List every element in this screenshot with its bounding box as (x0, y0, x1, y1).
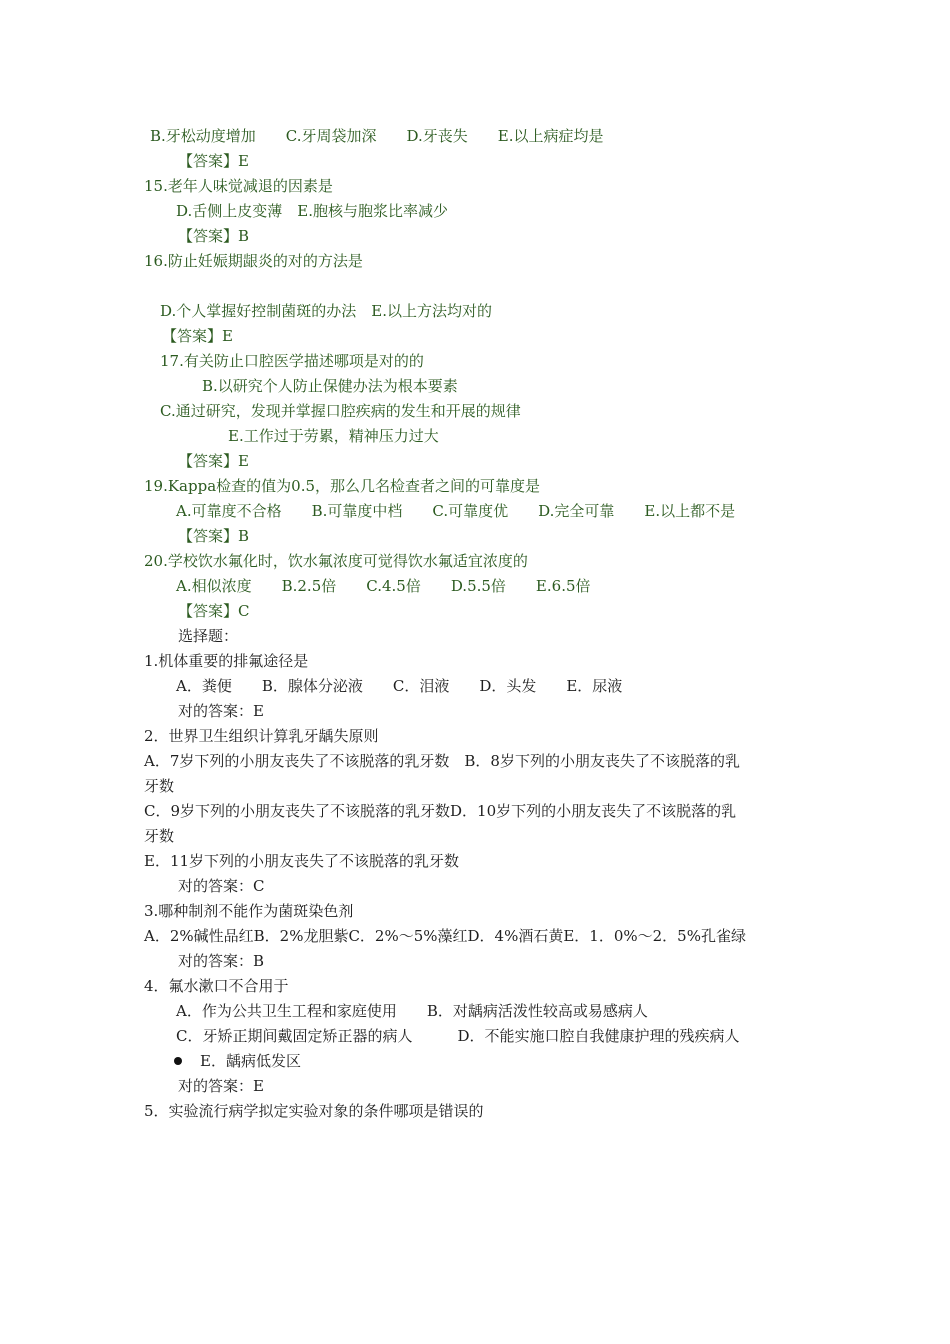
q14-options: B.牙松动度增加 C.牙周袋加深 D.牙丧失 E.以上病症均是 (150, 127, 604, 145)
s1-options: A．粪便 B．腺体分泌液 C．泪液 D．头发 E．尿液 (176, 677, 623, 695)
q14-answer: 【答案】E (178, 152, 249, 170)
q17-question: 17.有关防止口腔医学描述哪项是对的的 (160, 352, 424, 370)
q15-question: 15.老年人味觉减退的因素是 (144, 177, 333, 195)
s2-option-e: E．11岁下列的小朋友丧失了不该脱落的乳牙数 (144, 852, 460, 870)
s3-answer: 对的答案：B (178, 952, 265, 970)
section-heading: 选择题： (178, 627, 239, 645)
q19-options: A.可靠度不合格 B.可靠度中档 C.可靠度优 D.完全可靠 E.以上都不是 (176, 502, 736, 520)
q16-question: 16.防止妊娠期龈炎的对的方法是 (144, 252, 363, 270)
bullet-icon (174, 1057, 182, 1065)
s2-question: 2．世界卫生组织计算乳牙龋失原则 (144, 727, 379, 745)
s1-answer: 对的答案：E (178, 702, 264, 720)
s4-options-ab: A．作为公共卫生工程和家庭使用 B．对龋病活泼性较高或易感病人 (176, 1002, 648, 1020)
q17-option-c: C.通过研究，发现并掌握口腔疾病的发生和开展的规律 (160, 402, 521, 420)
s2-options-cd: C．9岁下列的小朋友丧失了不该脱落的乳牙数D．10岁下列的小朋友丧失了不该脱落的乳 (144, 802, 737, 820)
s3-options: A．2%碱性品红B．2%龙胆紫C．2%～5%藻红D．4%酒石黄E．1．0%～2．5%孔雀绿 (144, 927, 746, 945)
s2-options-ab: A．7岁下列的小朋友丧失了不该脱落的乳牙数 B．8岁下列的小朋友丧失了不该脱落的乳 (144, 752, 740, 770)
q20-question: 20.学校饮水氟化时，饮水氟浓度可觉得饮水氟适宜浓度的 (144, 552, 528, 570)
s2-options-ab-cont: 牙数 (144, 777, 175, 795)
s4-option-e: E．龋病低发区 (200, 1052, 301, 1070)
q17-option-b: B.以研究个人防止保健办法为根本要素 (202, 377, 458, 395)
q19-answer: 【答案】B (178, 527, 250, 545)
s4-options-cd: C．牙矫正期间戴固定矫正器的病人 D．不能实施口腔自我健康护理的残疾病人 (176, 1027, 740, 1045)
s2-answer: 对的答案：C (178, 877, 265, 895)
s4-answer: 对的答案：E (178, 1077, 264, 1095)
s4-question: 4．氟水漱口不合用于 (144, 977, 289, 995)
s5-question: 5．实验流行病学拟定实验对象的条件哪项是错误的 (144, 1102, 484, 1120)
q19-question: 19.Kappa检查的值为0.5，那么几名检查者之间的可靠度是 (144, 477, 541, 495)
q20-answer: 【答案】C (178, 602, 250, 620)
q15-options: D.舌侧上皮变薄 E.胞核与胞浆比率减少 (176, 202, 448, 220)
q17-answer: 【答案】E (178, 452, 249, 470)
q16-options: D.个人掌握好控制菌斑的办法 E.以上方法均对的 (160, 302, 492, 320)
s4-option-e-row (174, 1051, 301, 1071)
s3-question: 3.哪种制剂不能作为菌斑染色剂 (144, 902, 354, 920)
s1-question: 1.机体重要的排氟途径是 (144, 652, 309, 670)
s2-options-cd-cont: 牙数 (144, 827, 175, 845)
q17-option-e: E.工作过于劳累，精神压力过大 (228, 427, 439, 445)
q16-answer: 【答案】E (162, 327, 233, 345)
q20-options: A.相似浓度 B.2.5倍 C.4.5倍 D.5.5倍 E.6.5倍 (176, 577, 591, 595)
q15-answer: 【答案】B (178, 227, 250, 245)
